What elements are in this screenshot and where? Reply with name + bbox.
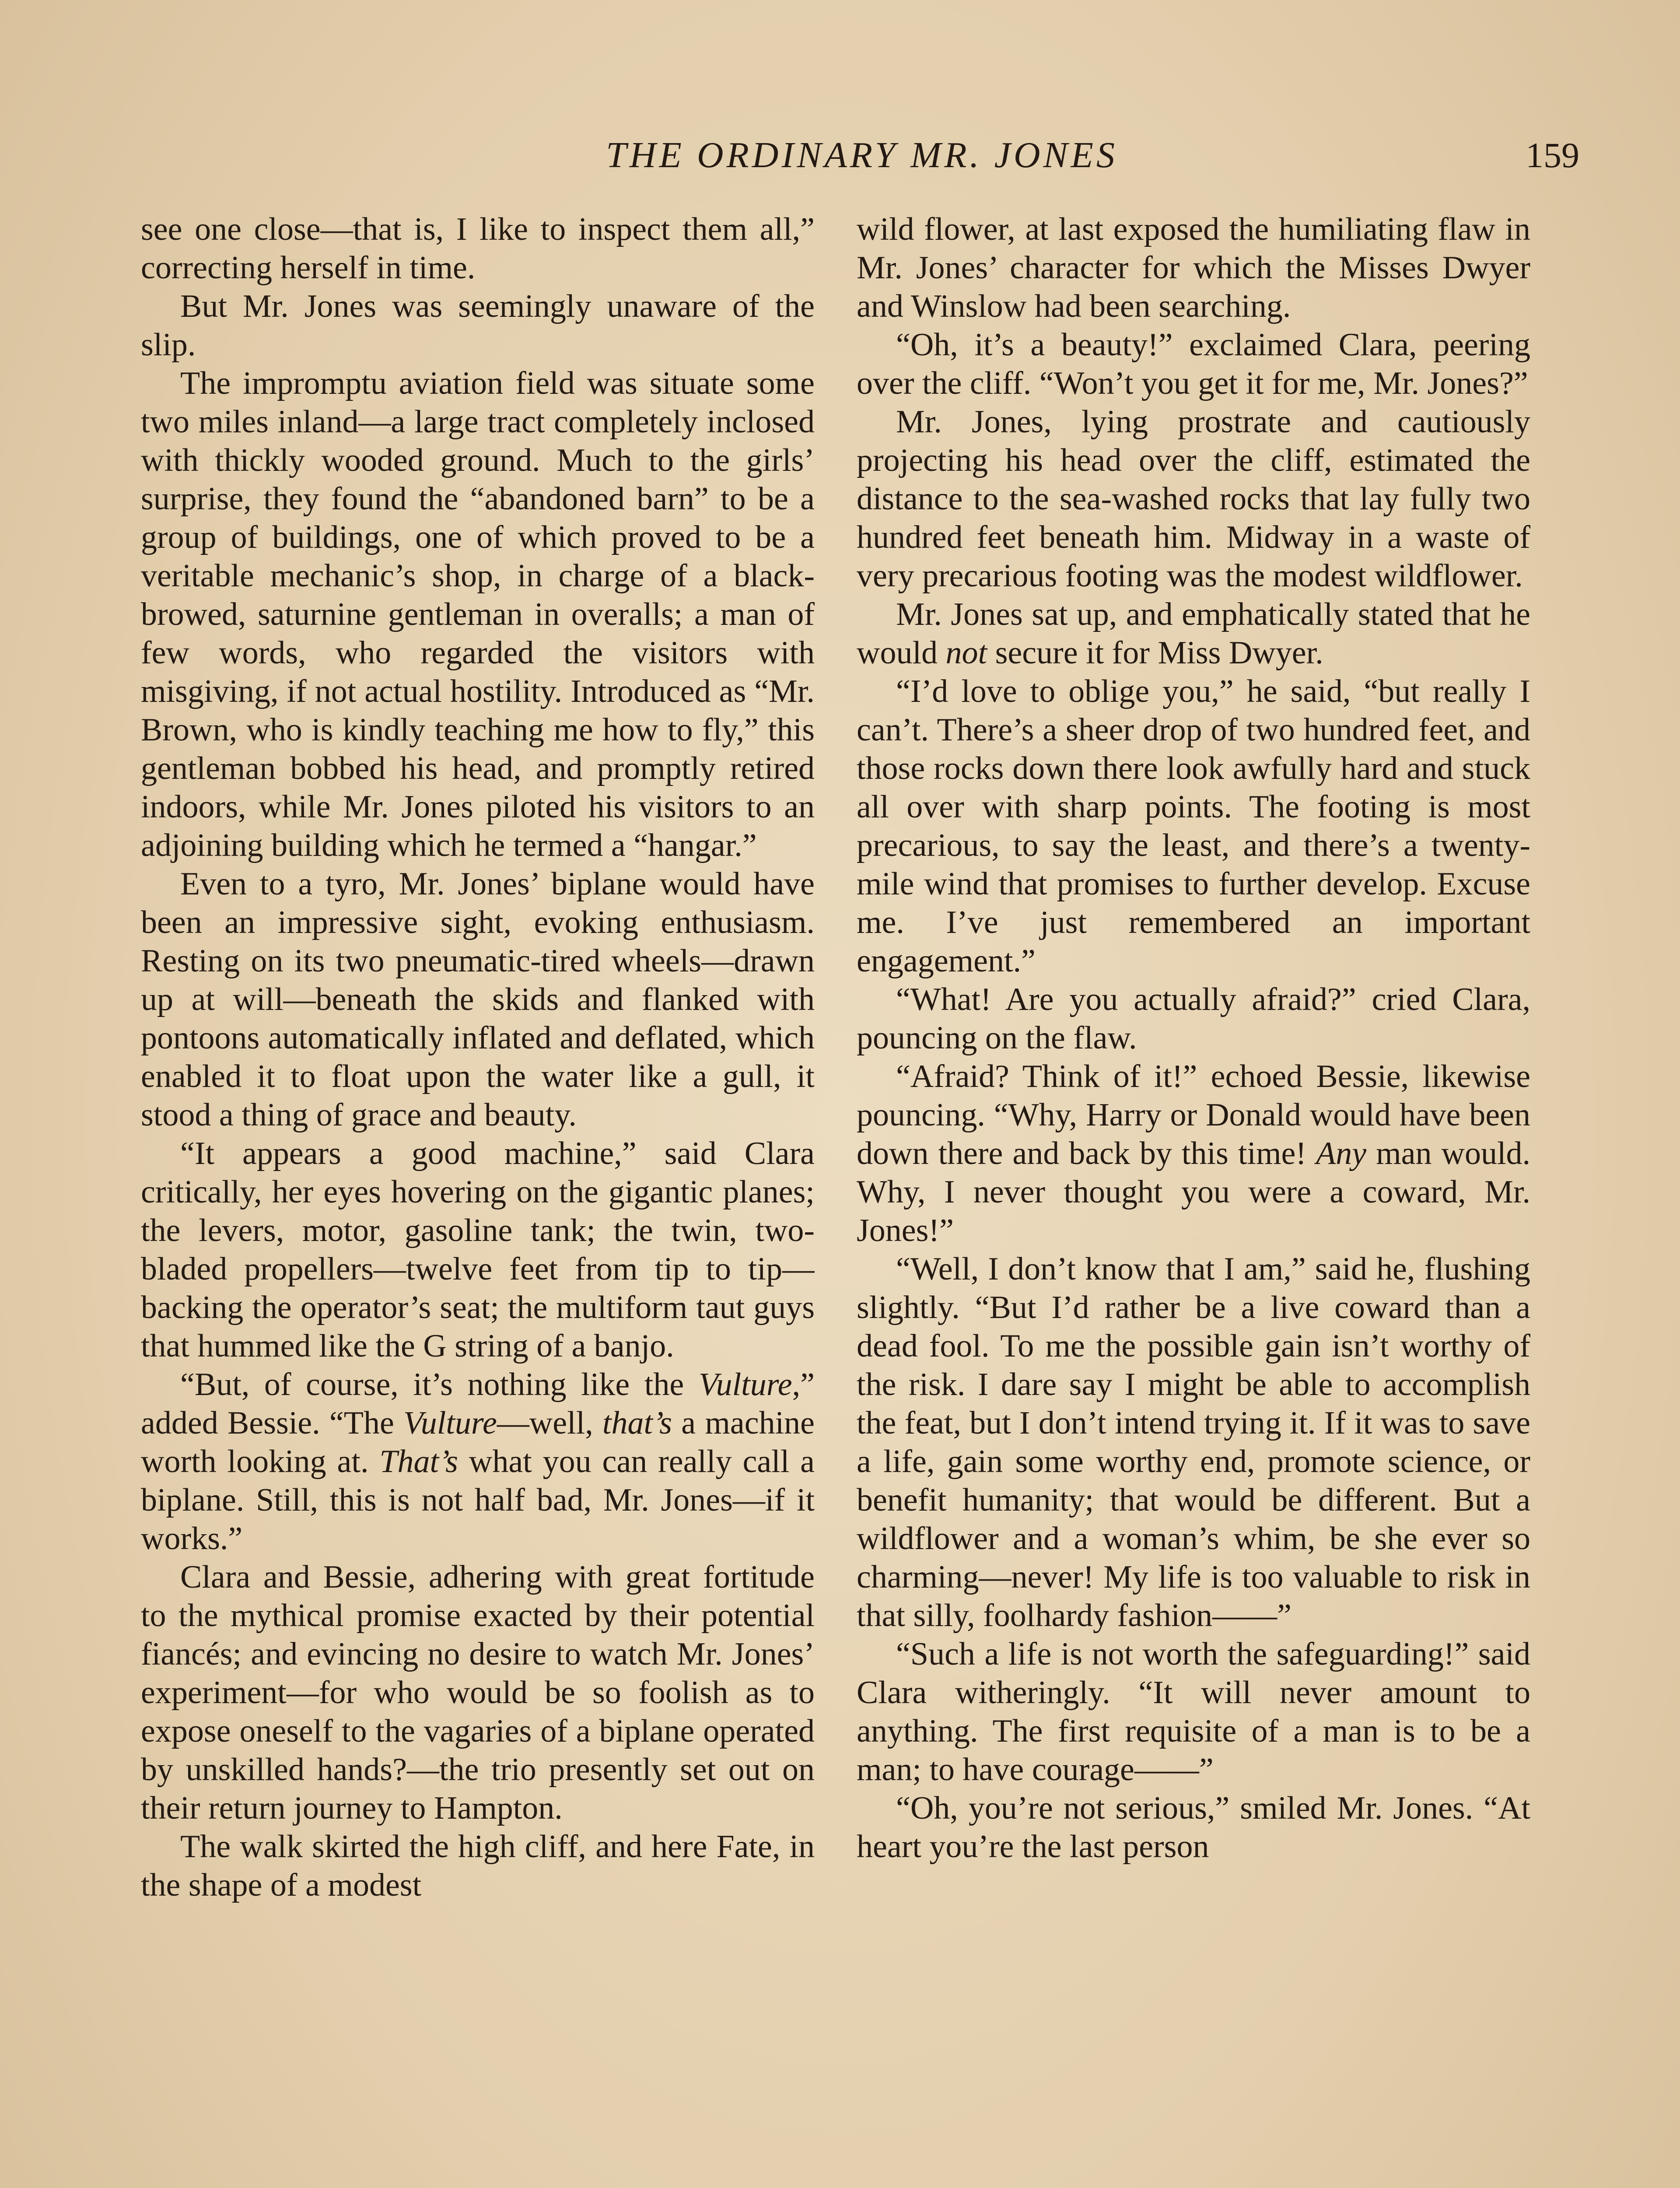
left-column xyxy=(141,210,815,2188)
paragraph: “But, of course, it’s nothing like the Vulture,” added Bessie. “The Vulture—well, that’s a machine worth looking at. That’s what you can really call a biplane. Still, this is not half bad, Mr. Jones—if it works.” xyxy=(141,1367,815,1557)
paragraph: Clara and Bessie, adhering with great fortitude to the mythical promise exacted by their potential fiancés; and evincing no desire to watch Mr. Jones’ experiment—for who would be so foolish as to expose oneself to the vagaries of a biplane operated by unskilled hands?—the trio presently set out on their return journey to Hampton. xyxy=(141,1559,815,1826)
paragraph: “I’d love to oblige you,” he said, “but really I can’t. There’s a sheer drop of two hundred feet, and those rocks down there look awfully hard and stuck all over with sharp points. The footing is most precarious, to say the least, and there’s a twenty-mile wind that promises to further develop. Excuse me. I’ve just remembered an important engagement.” xyxy=(857,673,1530,979)
paragraph: “Such a life is not worth the safeguarding!” said Clara witheringly. “It will never amount to anything. The first requisite of a man is to be a man; to have courage——” xyxy=(857,1636,1530,1788)
page-number: 159 xyxy=(1526,135,1579,175)
paragraph: But Mr. Jones was seemingly unaware of the slip. xyxy=(141,288,815,363)
running-title: THE ORDINARY MR. JONES xyxy=(606,135,1118,175)
paragraph: “Afraid? Think of it!” echoed Bessie, likewise pouncing. “Why, Harry or Donald would have been down there and back by this time! Any man would. Why, I never thought you were a coward, Mr. Jones!” xyxy=(857,1059,1530,1248)
paragraph: Mr. Jones sat up, and emphatically stated that he would not secure it for Miss Dwyer. xyxy=(857,596,1530,671)
paragraph: “Oh, you’re not serious,” smiled Mr. Jones. “At heart you’re the last person xyxy=(857,1790,1530,1865)
paragraph: The walk skirted the high cliff, and here Fate, in the shape of a modest xyxy=(141,1829,815,1903)
paragraph: “What! Are you actually afraid?” cried Clara, pouncing on the flaw. xyxy=(857,982,1530,1056)
paragraph: “Well, I don’t know that I am,” said he, flushing slightly. “But I’d rather be a live coward than a dead fool. To me the possible gain isn’t worthy of the risk. I dare say I might be able to accomplish the feat, but I don’t intend trying it. If it was to save a life, gain some worthy end, promote science, or benefit humanity; that would be different. But a wildflower and a woman’s whim, be she ever so charming—never! My life is too valuable to risk in that silly, foolhardy fashion——” xyxy=(857,1251,1530,1634)
paragraph: Mr. Jones, lying prostrate and cautiously projecting his head over the cliff, estimated the distance to the sea-washed rocks that lay fully two hundred feet beneath him. Midway in a waste of very precarious footing was the modest wildflower. xyxy=(857,404,1530,594)
paragraph: “It appears a good machine,” said Clara critically, her eyes hovering on the gigantic planes; the levers, motor, gasoline tank; the twin, two-bladed propellers—twelve feet from tip to tip—backing the operator’s seat; the multiform taut guys that hummed like the G string of a banjo. xyxy=(141,1136,815,1364)
running-head xyxy=(0,131,1680,179)
paragraph: Even to a tyro, Mr. Jones’ biplane would have been an impressive sight, evoking enthusiasm. Resting on its two pneumatic-tired wheels—drawn up at will—beneath the skids and flanked with pontoons automatically inflated and deflated, which enabled it to float upon the water like a gull, it stood a thing of grace and beauty. xyxy=(141,866,815,1133)
right-column xyxy=(857,210,1530,2188)
paragraph: “Oh, it’s a beauty!” exclaimed Clara, peering over the cliff. “Won’t you get it for me, Mr. Jones?” xyxy=(857,327,1530,401)
paragraph: see one close—that is, I like to inspect them all,” correcting herself in time. xyxy=(141,211,815,286)
paragraph: The impromptu aviation field was situate some two miles inland—a large tract completely inclosed with thickly wooded ground. Much to the girls’ surprise, they found the “abandoned barn” to be a group of buildings, one of which proved to be a veritable mechanic’s shop, in charge of a black-browed, saturnine gentleman in overalls; a man of few words, who regarded the visitors with misgiving, if not actual hostility. Introduced as “Mr. Brown, who is kindly teaching me how to fly,” this gentleman bobbed his head, and promptly retired indoors, while Mr. Jones piloted his visitors to an adjoining building which he termed a “hangar.” xyxy=(141,365,815,863)
paragraph: wild flower, at last exposed the humiliating flaw in Mr. Jones’ character for which the Misses Dwyer and Winslow had been searching. xyxy=(857,211,1530,324)
